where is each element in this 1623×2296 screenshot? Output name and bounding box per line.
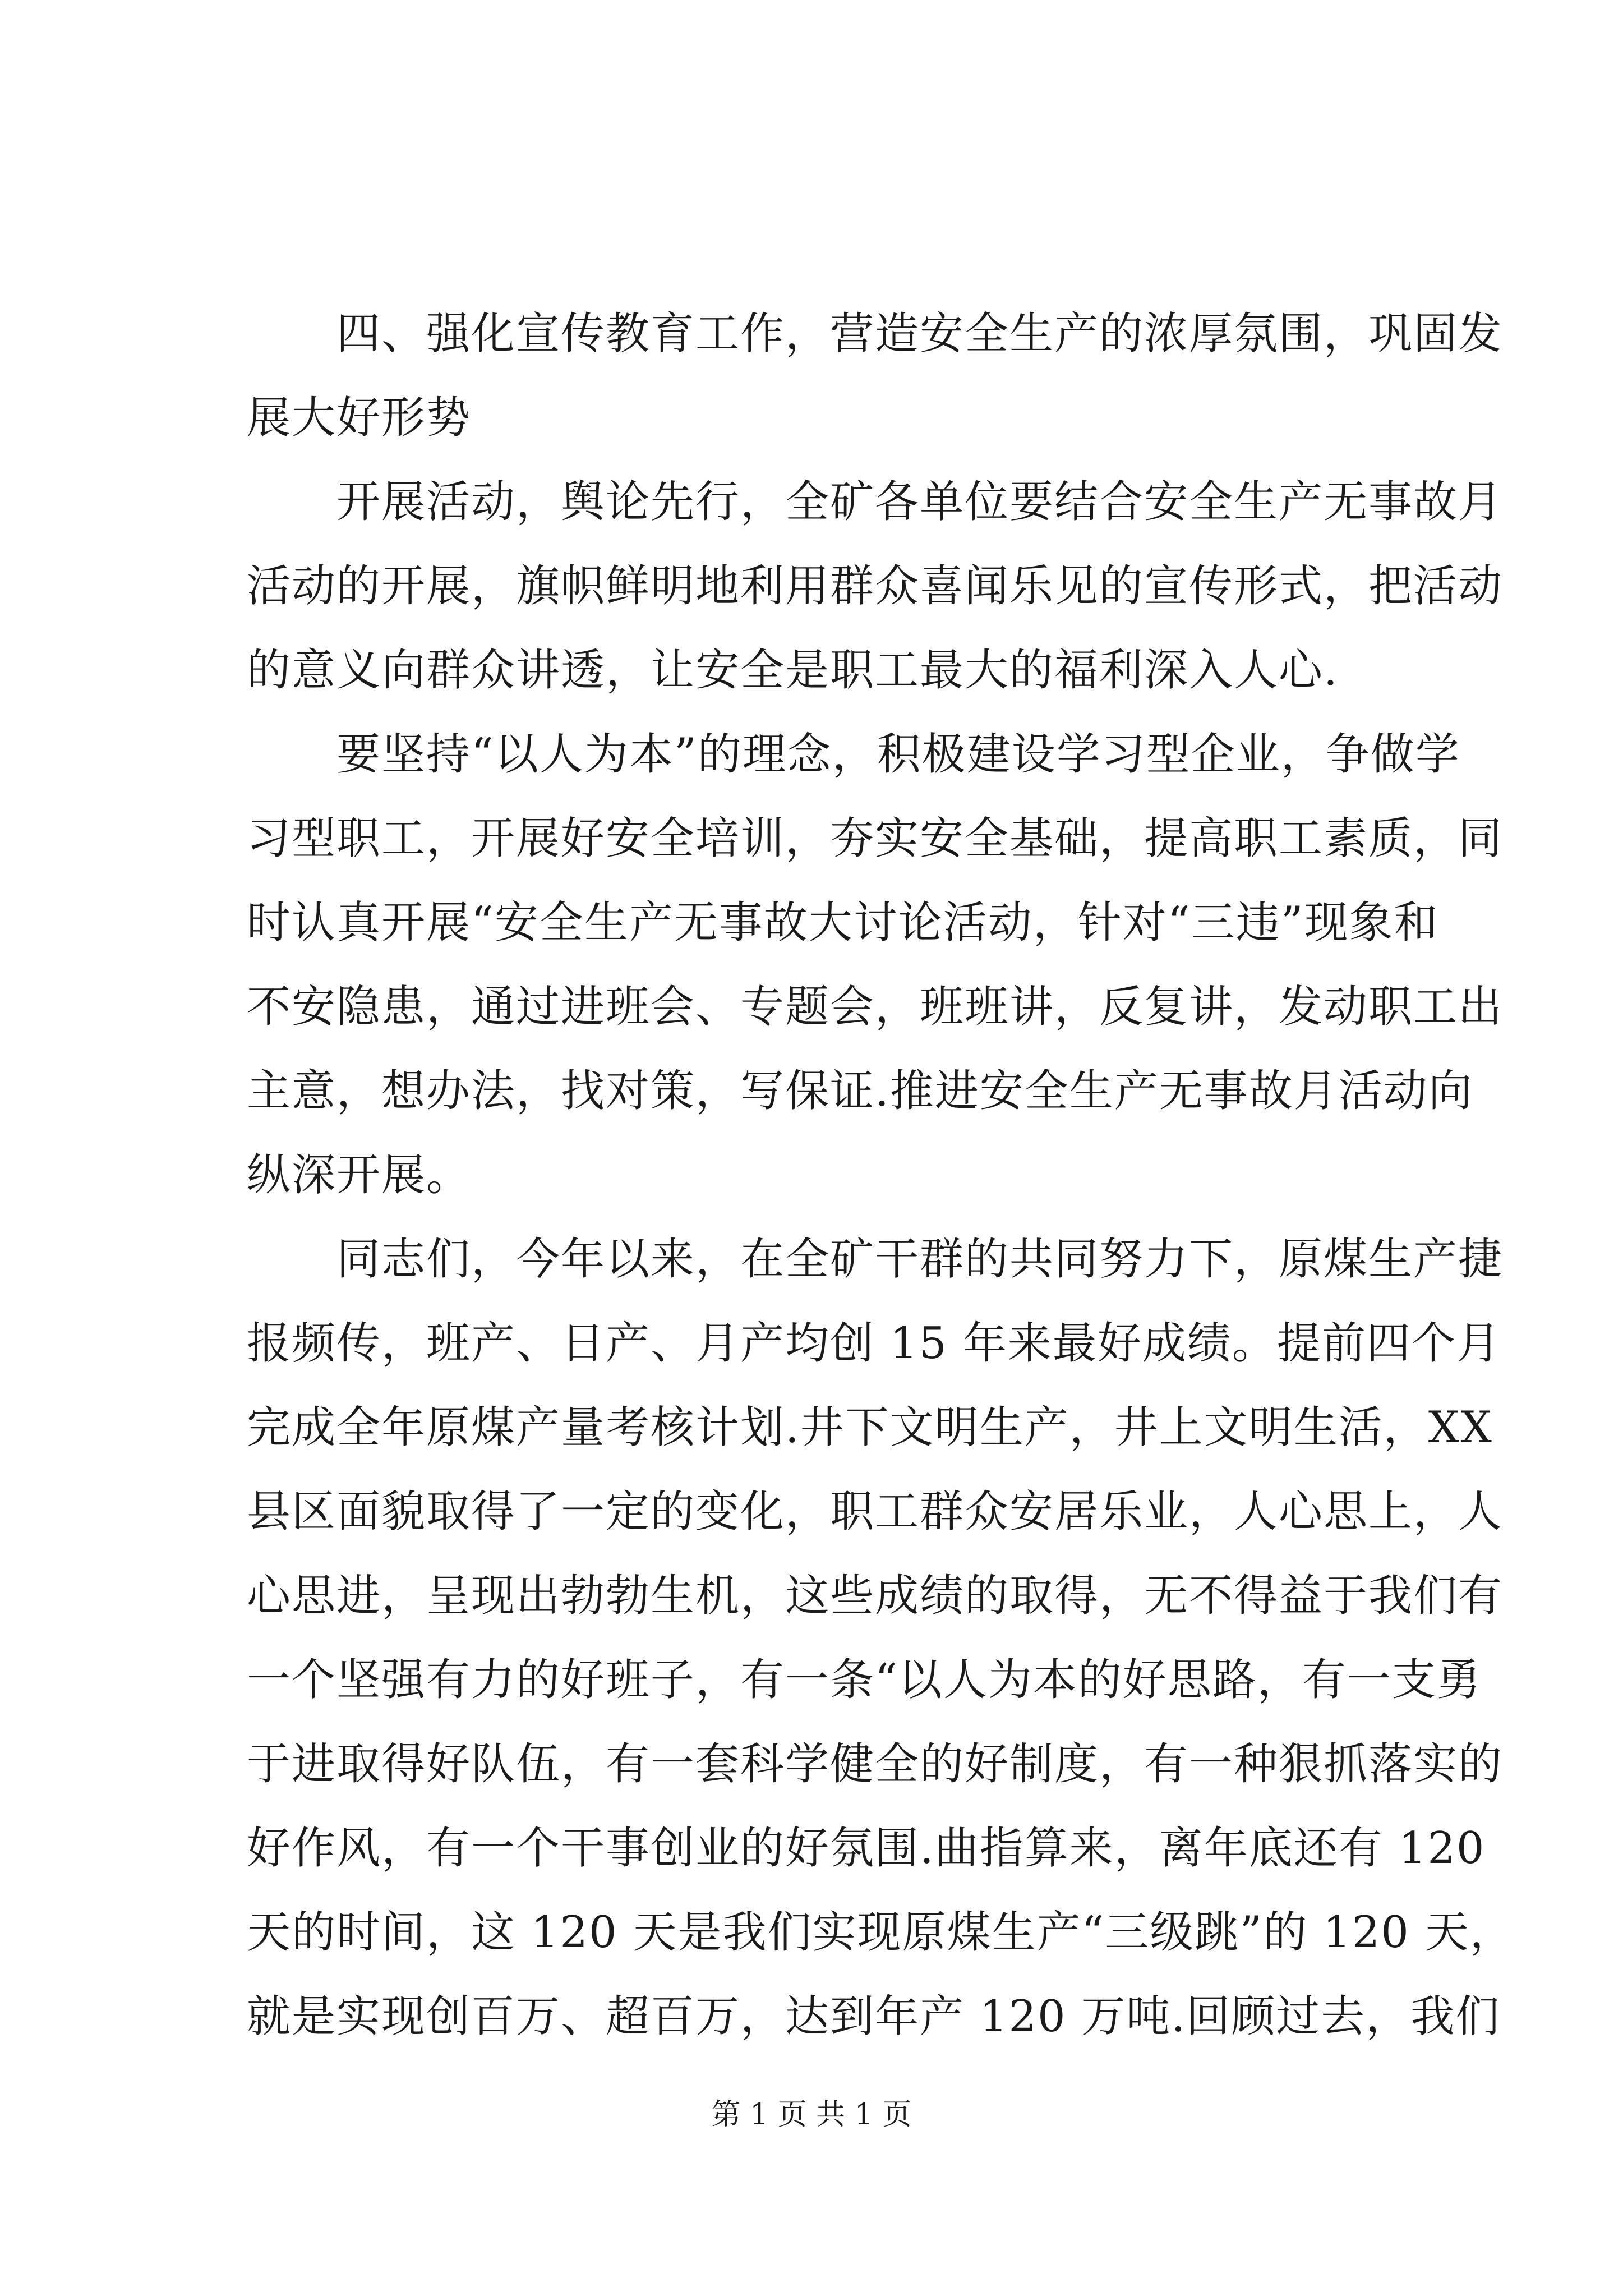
text-line: 主意，想办法，找对策，写保证.推进安全生产无事故月活动向 [247,1066,1473,1116]
page-number: 第 1 页 共 1 页 [711,2098,912,2132]
text-line: 天的时间，这 120 天是我们实现原煤生产“三级跳”的 120 天， [247,1907,1515,1958]
text-line: 心思进，呈现出勃勃生机，这些成绩的取得，无不得益于我们有 [247,1571,1504,1621]
page-footer [0,2095,1623,2134]
text-line: 开展活动，舆论先行，全矿各单位要结合安全生产无事故月 [336,477,1504,527]
text-line: 就是实现创百万、超百万，达到年产 120 万吨.回顾过去，我们 [247,1991,1501,2042]
text-line: 好作风，有一个干事创业的好氛围.曲指算来，离年底还有 120 [247,1823,1486,1874]
text-line: 活动的开展，旗帜鲜明地利用群众喜闻乐见的宣传形式，把活动 [247,561,1504,611]
document-body [247,292,1515,2059]
text-line: 报频传，班产、日产、月产均创 15 年来最好成绩。提前四个月 [247,1318,1501,1369]
paragraph [247,460,1504,712]
paragraph [247,1217,1515,2059]
text-line: 时认真开展“安全生产无事故大讨论活动，针对“三违”现象和 [247,898,1439,948]
text-line: 于进取得好队伍，有一套科学健全的好制度，有一种狠抓落实的 [247,1739,1504,1789]
text-line: 县区面貌取得了一定的变化，职工群众安居乐业，人心思上，人 [247,1487,1504,1537]
text-line: 完成全年原煤产量考核计划.井下文明生产，井上文明生活，XX [247,1402,1493,1453]
text-line: 四、强化宣传教育工作，营造安全生产的浓厚氛围，巩固发 [336,309,1504,359]
text-line: 同志们，今年以来，在全矿干群的共同努力下，原煤生产捷 [336,1234,1504,1285]
text-line: 习型职工，开展好安全培训，夯实安全基础，提高职工素质，同 [247,813,1504,864]
text-line: 展大好形势 [247,393,472,443]
text-line: 不安隐患，通过进班会、专题会，班班讲，反复讲，发动职工出 [247,982,1504,1032]
text-line: 一个坚强有力的好班子，有一条“以人为本的好思路，有一支勇 [247,1655,1482,1705]
text-line: 要坚持“以人为本”的理念，积极建设学习型企业，争做学 [336,729,1460,780]
paragraph [247,712,1504,1217]
text-line: 的意义向群众讲透，让安全是职工最大的福利深入人心. [247,645,1339,696]
text-line: 纵深开展。 [247,1150,472,1200]
paragraph-heading-4 [247,292,1504,460]
